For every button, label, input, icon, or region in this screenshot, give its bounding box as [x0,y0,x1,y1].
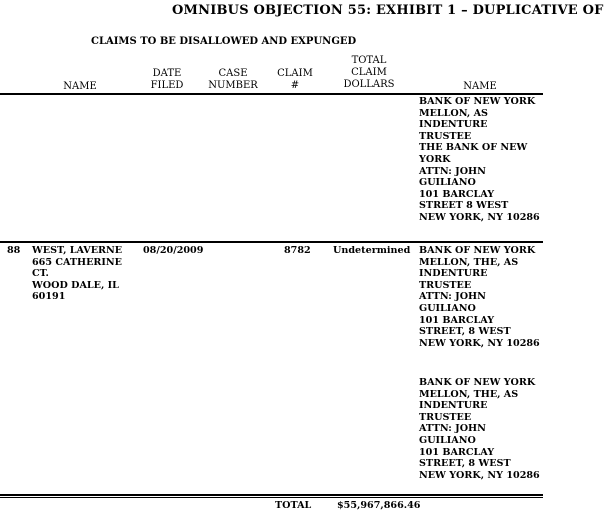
right-name-line: INDENTURE [419,268,488,280]
claimant-name [32,245,122,303]
col-header-name [58,81,102,93]
col-header-name-text: NAME [63,81,97,92]
col-header-case-line2: NUMBER [208,80,258,91]
right-name-line: ATTN: JOHN [419,291,486,303]
right-name-line: 101 BARCLAY [419,314,495,326]
col-header-right-name-text: NAME [463,81,497,92]
claim-total: Undetermined [333,245,411,256]
claimant-name-line: CT. [32,268,49,280]
right-name-line: MELLON, THE, AS [419,256,519,268]
right-name-line: ATTN: JOHN [419,165,486,177]
right-name-line: GUILIANO [419,434,476,446]
right-name-line: MELLON, THE, AS [419,388,519,400]
right-name-line: MELLON, AS [419,107,488,119]
right-name-line: 101 BARCLAY [419,446,495,458]
right-name-line: 101 BARCLAY [419,188,495,200]
claimant-name-line: 60191 [32,291,66,303]
right-name-line: TRUSTEE [419,279,472,291]
col-header-total-claim-dollars [334,55,404,91]
claim-number: 8782 [284,245,311,256]
page-title: OMNIBUS OBJECTION 55: EXHIBIT 1 – DUPLICATIVE OF [172,3,604,18]
right-name-line: INDENTURE [419,400,488,412]
right-name-line: STREET 8 WEST [419,200,509,212]
claimant-name-line: WOOD DALE, IL [32,279,119,291]
col-header-claim-no [270,68,320,92]
right-name-line: YORK [419,153,451,165]
right-name-line: THE BANK OF NEW [419,142,528,154]
right-name-line: ATTN: JOHN [419,423,486,435]
date-filed: 08/20/2009 [143,245,204,256]
col-header-right-name [455,81,505,93]
row-separator [0,241,543,243]
right-name-line: NEW YORK, NY 10286 [419,469,540,481]
right-name-line: BANK OF NEW YORK [419,377,536,388]
col-header-total-line2: CLAIM [351,67,387,78]
right-name-line: BANK OF NEW YORK [419,245,536,256]
total-rule-bottom [0,497,543,498]
right-name-block-1 [419,245,540,349]
header-rule [0,93,543,95]
col-header-case-number [203,68,263,92]
right-name-line: TRUSTEE [419,130,472,142]
col-header-total-line1: TOTAL [351,55,387,66]
col-header-total-line3: DOLLARS [343,79,395,90]
right-name-line: NEW YORK, NY 10286 [419,211,540,223]
right-name-line: TRUSTEE [419,411,472,423]
col-header-date-line1: DATE [152,68,182,79]
col-header-claim-line2: # [290,80,300,91]
right-name-line: STREET, 8 WEST [419,458,511,470]
claimant-name-line: WEST, LAVERNE [32,245,123,256]
right-name-line: NEW YORK, NY 10286 [419,337,540,349]
row-number: 88 [7,245,21,256]
col-header-date-filed [144,68,190,92]
right-name-block-2 [419,377,540,481]
right-name-line: INDENTURE [419,119,488,131]
table-row [419,96,540,224]
col-header-case-line1: CASE [218,68,248,79]
right-name-line: STREET, 8 WEST [419,326,511,338]
right-name-line: BANK OF NEW YORK [419,96,536,107]
total-label: TOTAL [275,500,312,511]
right-name-line: GUILIANO [419,302,476,314]
total-rule-top [0,494,543,496]
col-header-claim-line1: CLAIM [277,68,313,79]
claimant-name-line: 665 CATHERINE [32,256,122,268]
right-name-line: GUILIANO [419,177,476,189]
col-header-date-line2: FILED [150,80,184,91]
section-heading: CLAIMS TO BE DISALLOWED AND EXPUNGED [91,36,357,47]
total-value: $55,967,866.46 [337,500,421,511]
